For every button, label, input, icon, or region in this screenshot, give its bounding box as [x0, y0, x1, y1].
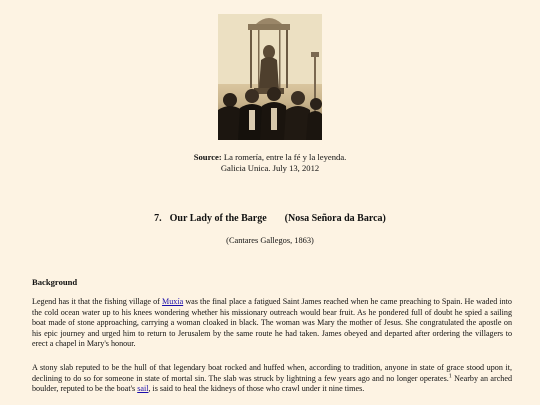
- heading-source: (Cantares Gallegos, 1863): [226, 236, 314, 245]
- caption-source-label: Source:: [193, 152, 222, 162]
- procession-illustration: [218, 14, 322, 140]
- paragraph2-text-b: Nearby an arched boulder, reputed to be the boat's: [32, 373, 512, 394]
- heading-alt-title: (Nosa Señora da Barca): [284, 213, 386, 224]
- photo-caption-line1: [0, 152, 540, 163]
- paragraph-slab: [32, 363, 512, 395]
- photo-caption-line2: Galicia Unica. July 13, 2012: [220, 163, 320, 173]
- paragraph2-text-a: A stony slab reputed to be the hull of that legendary boat rocked and huffed when, according to tradition, anyone in state of grace stood upon it, declining to do so for someone in state of mortal sin. The slab was struck by lightning a few years ago and no longer operates.: [32, 363, 512, 383]
- paragraph2-text-c: , is said to heal the kidneys of those who crawl under it nine times.: [148, 384, 365, 394]
- sail-link[interactable]: sail: [137, 384, 149, 394]
- heading-title: Our Lady of the Barge: [169, 213, 267, 224]
- footnote-marker[interactable]: 1: [448, 372, 452, 379]
- caption-source-text: La romería, entre la fé y la leyenda.: [221, 152, 347, 162]
- paragraph1-text-a: Legend has it that the fishing village of: [32, 297, 163, 306]
- section-heading: [0, 213, 540, 224]
- paragraph-legend: [32, 297, 512, 350]
- background-title: Background: [32, 277, 78, 287]
- heading-number: 7.: [154, 213, 162, 224]
- procession-photo: [218, 14, 322, 140]
- paragraph1-text-b: was the final place a fatigued Saint James reached when he came preaching to Spain. He waded into the cold ocean water up to his knees wondering whether his missionary outreach would bear fruit. As he pondered full of doubt he spied a sailing boat made of stone approaching, carrying a woman cloaked in black. The woman was Mary the mother of Jesus. She congratulated the apostle on his epic journey and urged him to return to Jerusalem by the same route he had taken. James obeyed and departed after ordering the villagers to erect a chapel in Mary's honour.: [32, 297, 512, 349]
- muxia-link[interactable]: Muxía: [162, 297, 184, 306]
